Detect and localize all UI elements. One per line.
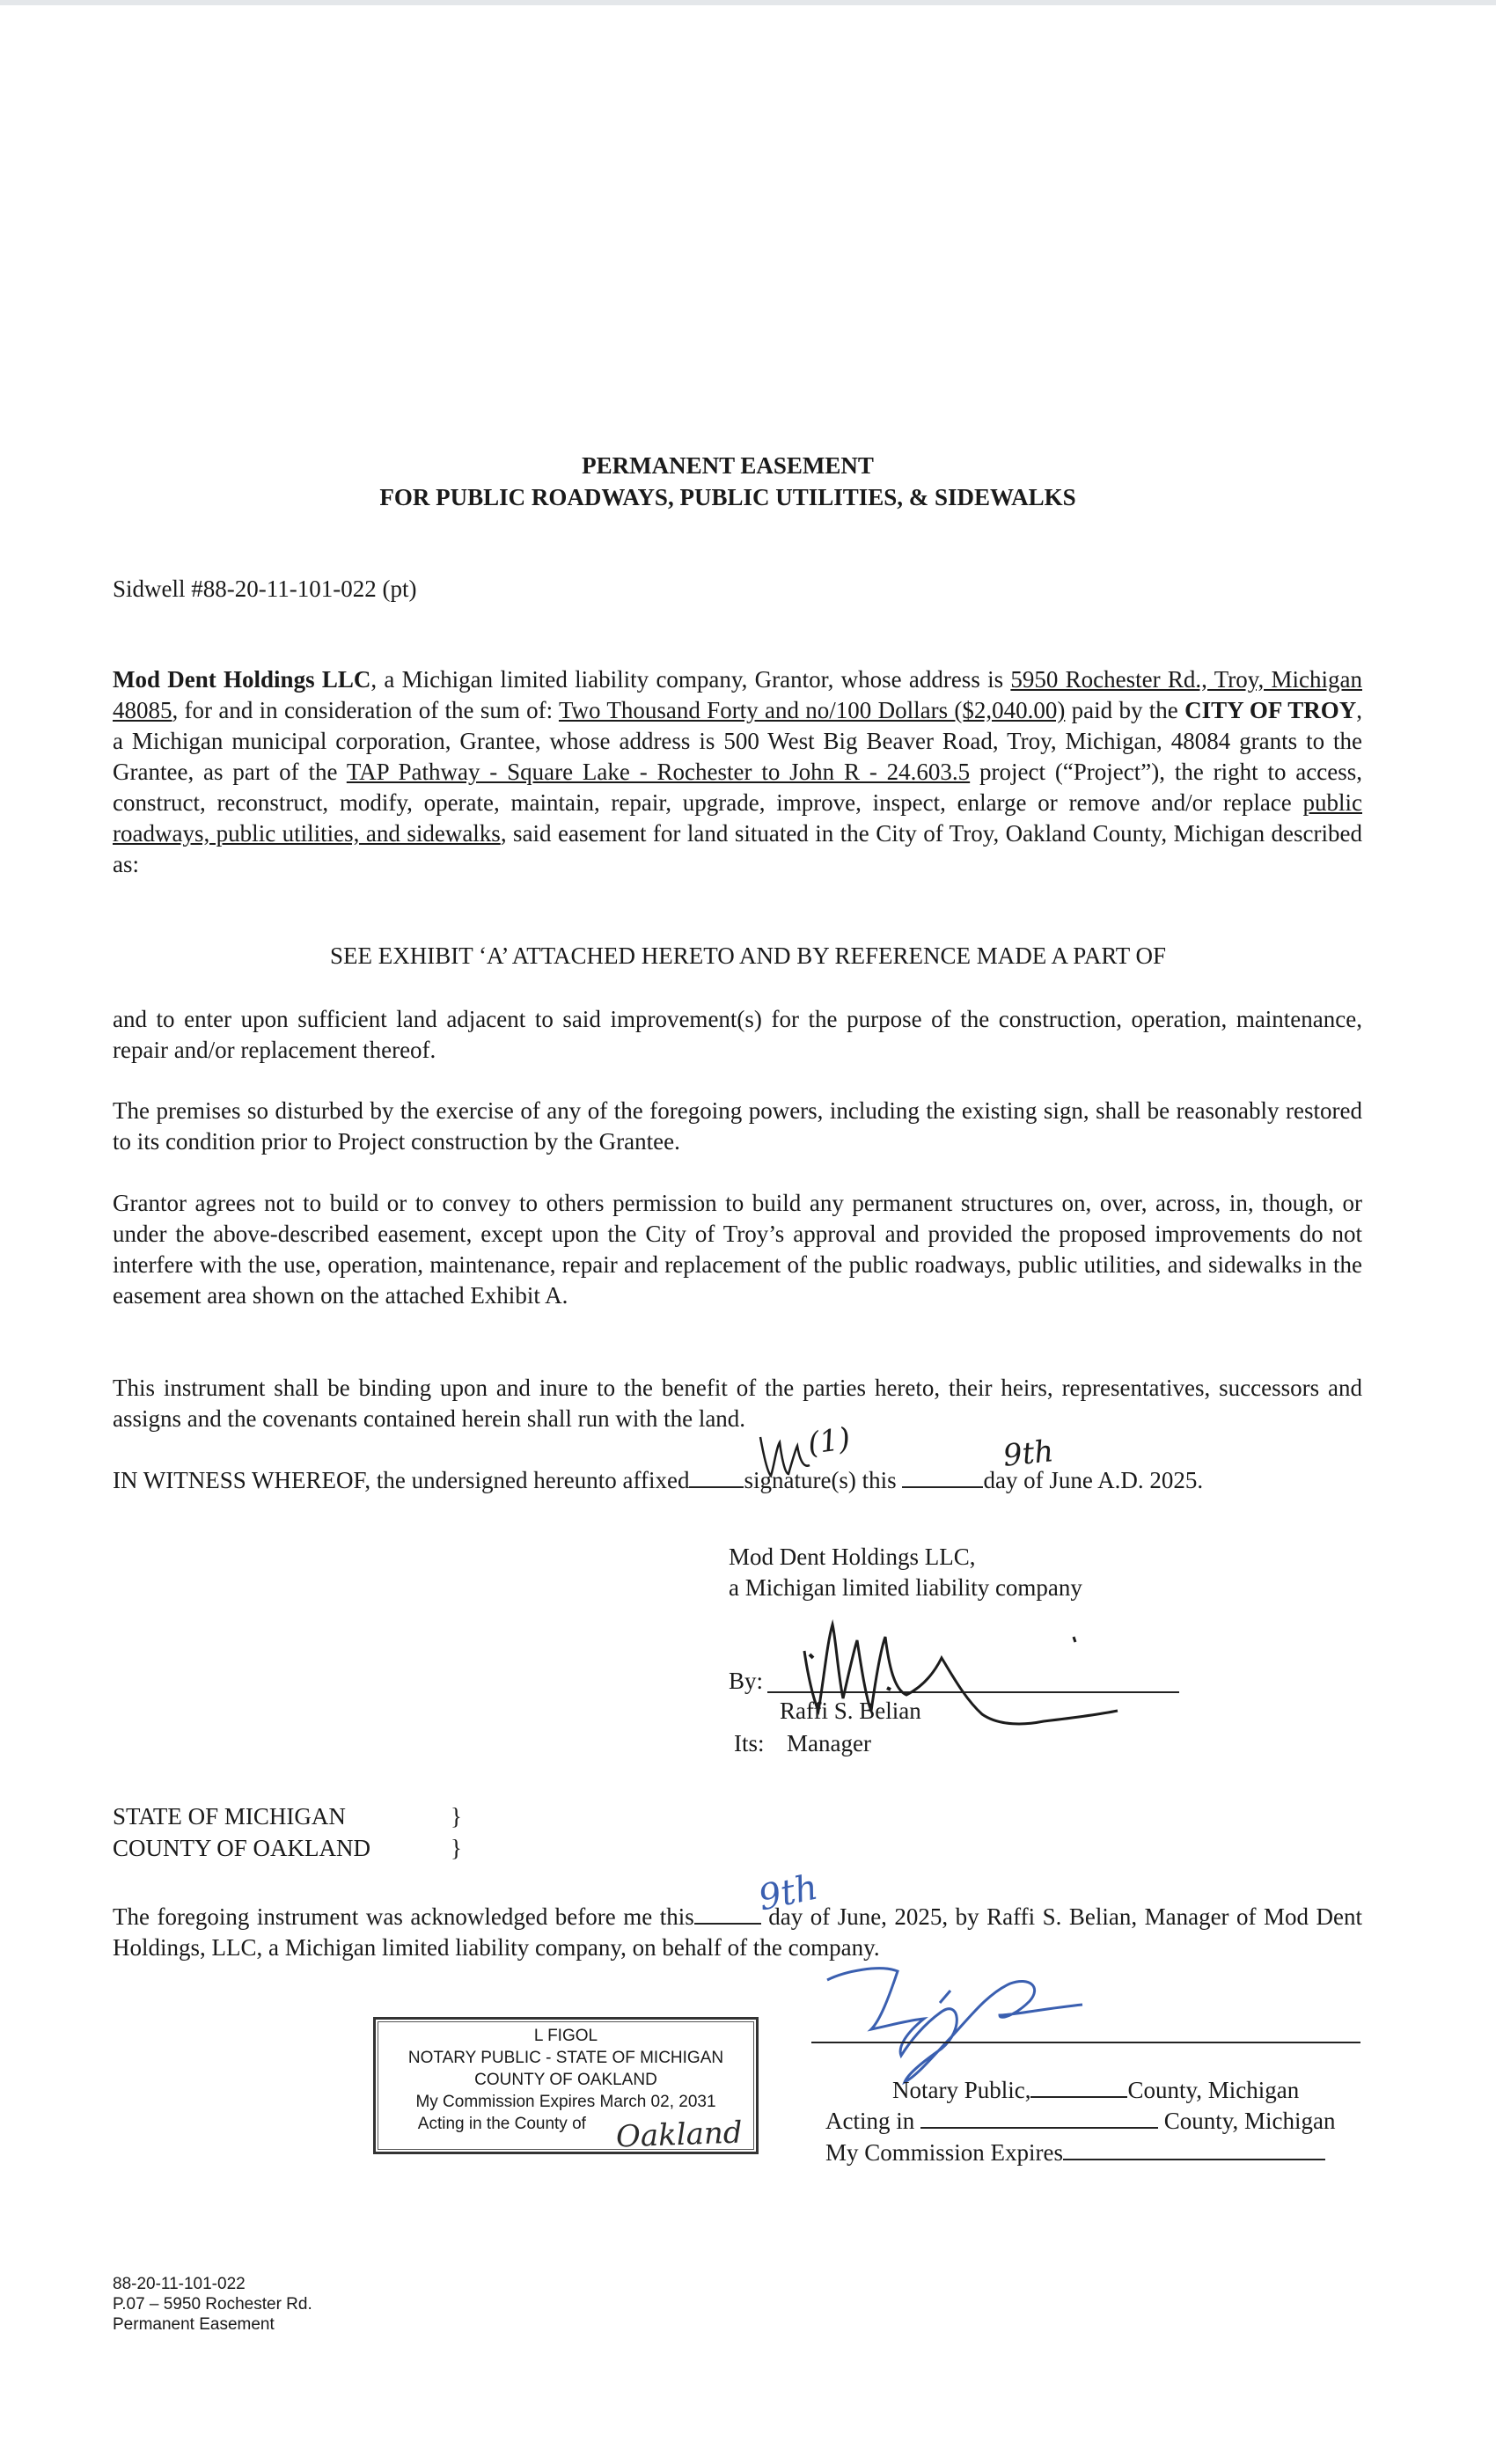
notary-county-label-2: County, Michigan <box>1163 2108 1336 2134</box>
commission-expires-line <box>825 2138 1325 2168</box>
grant-text-1: , a Michigan limited liability company, Grantor, whose address is <box>370 666 1011 693</box>
ack-day-blank <box>694 1903 761 1925</box>
notary-county-label-1: County, Michigan <box>1127 2077 1300 2103</box>
easement-purpose: public roadways, public utilities, and sidewalks <box>113 789 1362 847</box>
paragraph-binding: This instrument shall be binding upon and inure to the benefit of the parties hereto, their heirs, representatives, successors and assigns and the covenants contained herein shall run with the land. <box>113 1375 1362 1432</box>
ack-text-1: The foregoing instrument was acknowledged before me this <box>113 1903 694 1930</box>
acting-in-label: Acting in <box>825 2108 915 2134</box>
grant-text-6: , said easement for land situated in the City of Troy, Oakland County, Michigan described as: <box>113 820 1362 877</box>
witness-text-2: signature(s) this <box>744 1467 897 1493</box>
grant-paragraph <box>113 664 1362 880</box>
paragraph-grantor-agrees: Grantor agrees not to build or to convey to others permission to build any permanent structures on, over, across, in, though, or under the above-described easement, except upon the City of Troy’s approval and provided the proposed improvements do not interfere with the use, operation, maintenance, repair and replacement of the public roadways, public utilities, and sidewalks in the easement area shown on the attached Exhibit A. <box>113 1190 1362 1309</box>
grantee-name: CITY OF TROY <box>1184 697 1357 723</box>
handwritten-stamp-county: Oakland <box>615 2115 744 2155</box>
commission-expires-label: My Commission Expires <box>825 2139 1064 2166</box>
paragraph-enter: and to enter upon sufficient land adjacent to said improvement(s) for the purpose of the construction, operation, maintenance, repair and/or replacement thereof. <box>113 1006 1362 1063</box>
acting-in-line <box>825 2106 1336 2137</box>
footer-parcel: 88-20-11-101-022 <box>113 2275 246 2293</box>
notary-public-line <box>892 2075 1299 2106</box>
signature-line <box>767 1691 1179 1693</box>
venue-county: COUNTY OF OAKLAND <box>113 1835 370 1861</box>
notary-signature-scribble <box>792 1945 1179 2094</box>
witness-text-1: IN WITNESS WHEREOF, the undersigned hereunto affixed <box>113 1467 690 1493</box>
stamp-commission: My Commission Expires March 02, 2031 <box>415 2093 716 2111</box>
handwritten-ack-day: 9th <box>754 1866 822 1919</box>
document-subtitle: FOR PUBLIC ROADWAYS, PUBLIC UTILITIES, & SIDEWALKS <box>379 484 1076 510</box>
handwritten-signature-count: (1) <box>805 1420 853 1463</box>
ack-text-2: day of June, 2025, by Raffi S. Belian, Manager of Mod Dent Holdings, LLC, a Michigan limited liability company, on behalf of the company. <box>113 1903 1363 1961</box>
footer <box>113 2274 312 2335</box>
signer-name: Raffi S. Belian <box>780 1698 921 1724</box>
signer-title: Manager <box>787 1730 871 1756</box>
its-label: Its: <box>734 1730 765 1756</box>
signature-count-blank <box>689 1467 744 1488</box>
by-label: By: <box>729 1668 764 1694</box>
grant-text-2: , for and in consideration of the sum of: <box>172 697 559 723</box>
sidwell-number: Sidwell #88-20-11-101-022 (pt) <box>113 576 417 602</box>
stamp-notary-title: NOTARY PUBLIC - STATE OF MICHIGAN <box>407 2049 724 2067</box>
stamp-county: COUNTY OF OAKLAND <box>474 2071 657 2089</box>
venue-brace-2: } <box>451 1835 462 1861</box>
notary-public-label: Notary Public, <box>892 2077 1031 2103</box>
signatory-company: Mod Dent Holdings LLC, <box>729 1544 976 1570</box>
acting-in-blank <box>920 2108 1158 2129</box>
scan-top-edge <box>0 0 1496 5</box>
stamp-notary-name: L FIGOL <box>533 2027 598 2045</box>
footer-address: P.07 – 5950 Rochester Rd. <box>113 2295 312 2314</box>
exhibit-reference: SEE EXHIBIT ‘A’ ATTACHED HERETO AND BY REFERENCE MADE A PART OF <box>329 942 1167 969</box>
venue-brace-1: } <box>451 1803 462 1830</box>
grant-text-5: project (“Project”), the right to access, construct, reconstruct, modify, operate, maintain, repair, upgrade, improve, inspect, enlarge or remove and/or replace <box>113 759 1362 816</box>
commission-expires-blank <box>1063 2139 1325 2160</box>
venue-state: STATE OF MICHIGAN <box>113 1803 346 1830</box>
grant-text-4: , a Michigan municipal corporation, Grantee, whose address is 500 West Big Beaver Road, Troy, Michigan, 48084 grants to the Grantee, as part of the <box>113 697 1362 785</box>
footer-doc-type: Permanent Easement <box>113 2315 275 2334</box>
notary-county-blank <box>1030 2077 1127 2098</box>
grant-text-3: paid by the <box>1065 697 1185 723</box>
day-blank <box>902 1467 983 1488</box>
paragraph-premises: The premises so disturbed by the exercise of any of the foregoing powers, including the existing sign, shall be reasonably restored to its condition prior to Project construction by the Grantee. <box>113 1097 1362 1155</box>
grantor-name: Mod Dent Holdings LLC <box>113 666 371 693</box>
notary-signature-line <box>811 2042 1360 2043</box>
acknowledgment-paragraph <box>113 1902 1362 1963</box>
grantor-address: 5950 Rochester Rd., Troy, Michigan 48085 <box>113 666 1362 723</box>
consideration-amount: Two Thousand Forty and no/100 Dollars ($2,040.00) <box>558 697 1066 723</box>
witness-text-3: day of June A.D. 2025. <box>983 1467 1204 1493</box>
stamp-acting-label: Acting in the County of <box>417 2115 586 2133</box>
document-title: PERMANENT EASEMENT <box>582 452 874 479</box>
handwritten-day: 9th <box>1001 1434 1056 1474</box>
project-name: TAP Pathway - Square Lake - Rochester to John R - 24.603.5 <box>346 759 971 785</box>
signatory-company-desc: a Michigan limited liability company <box>729 1574 1082 1601</box>
